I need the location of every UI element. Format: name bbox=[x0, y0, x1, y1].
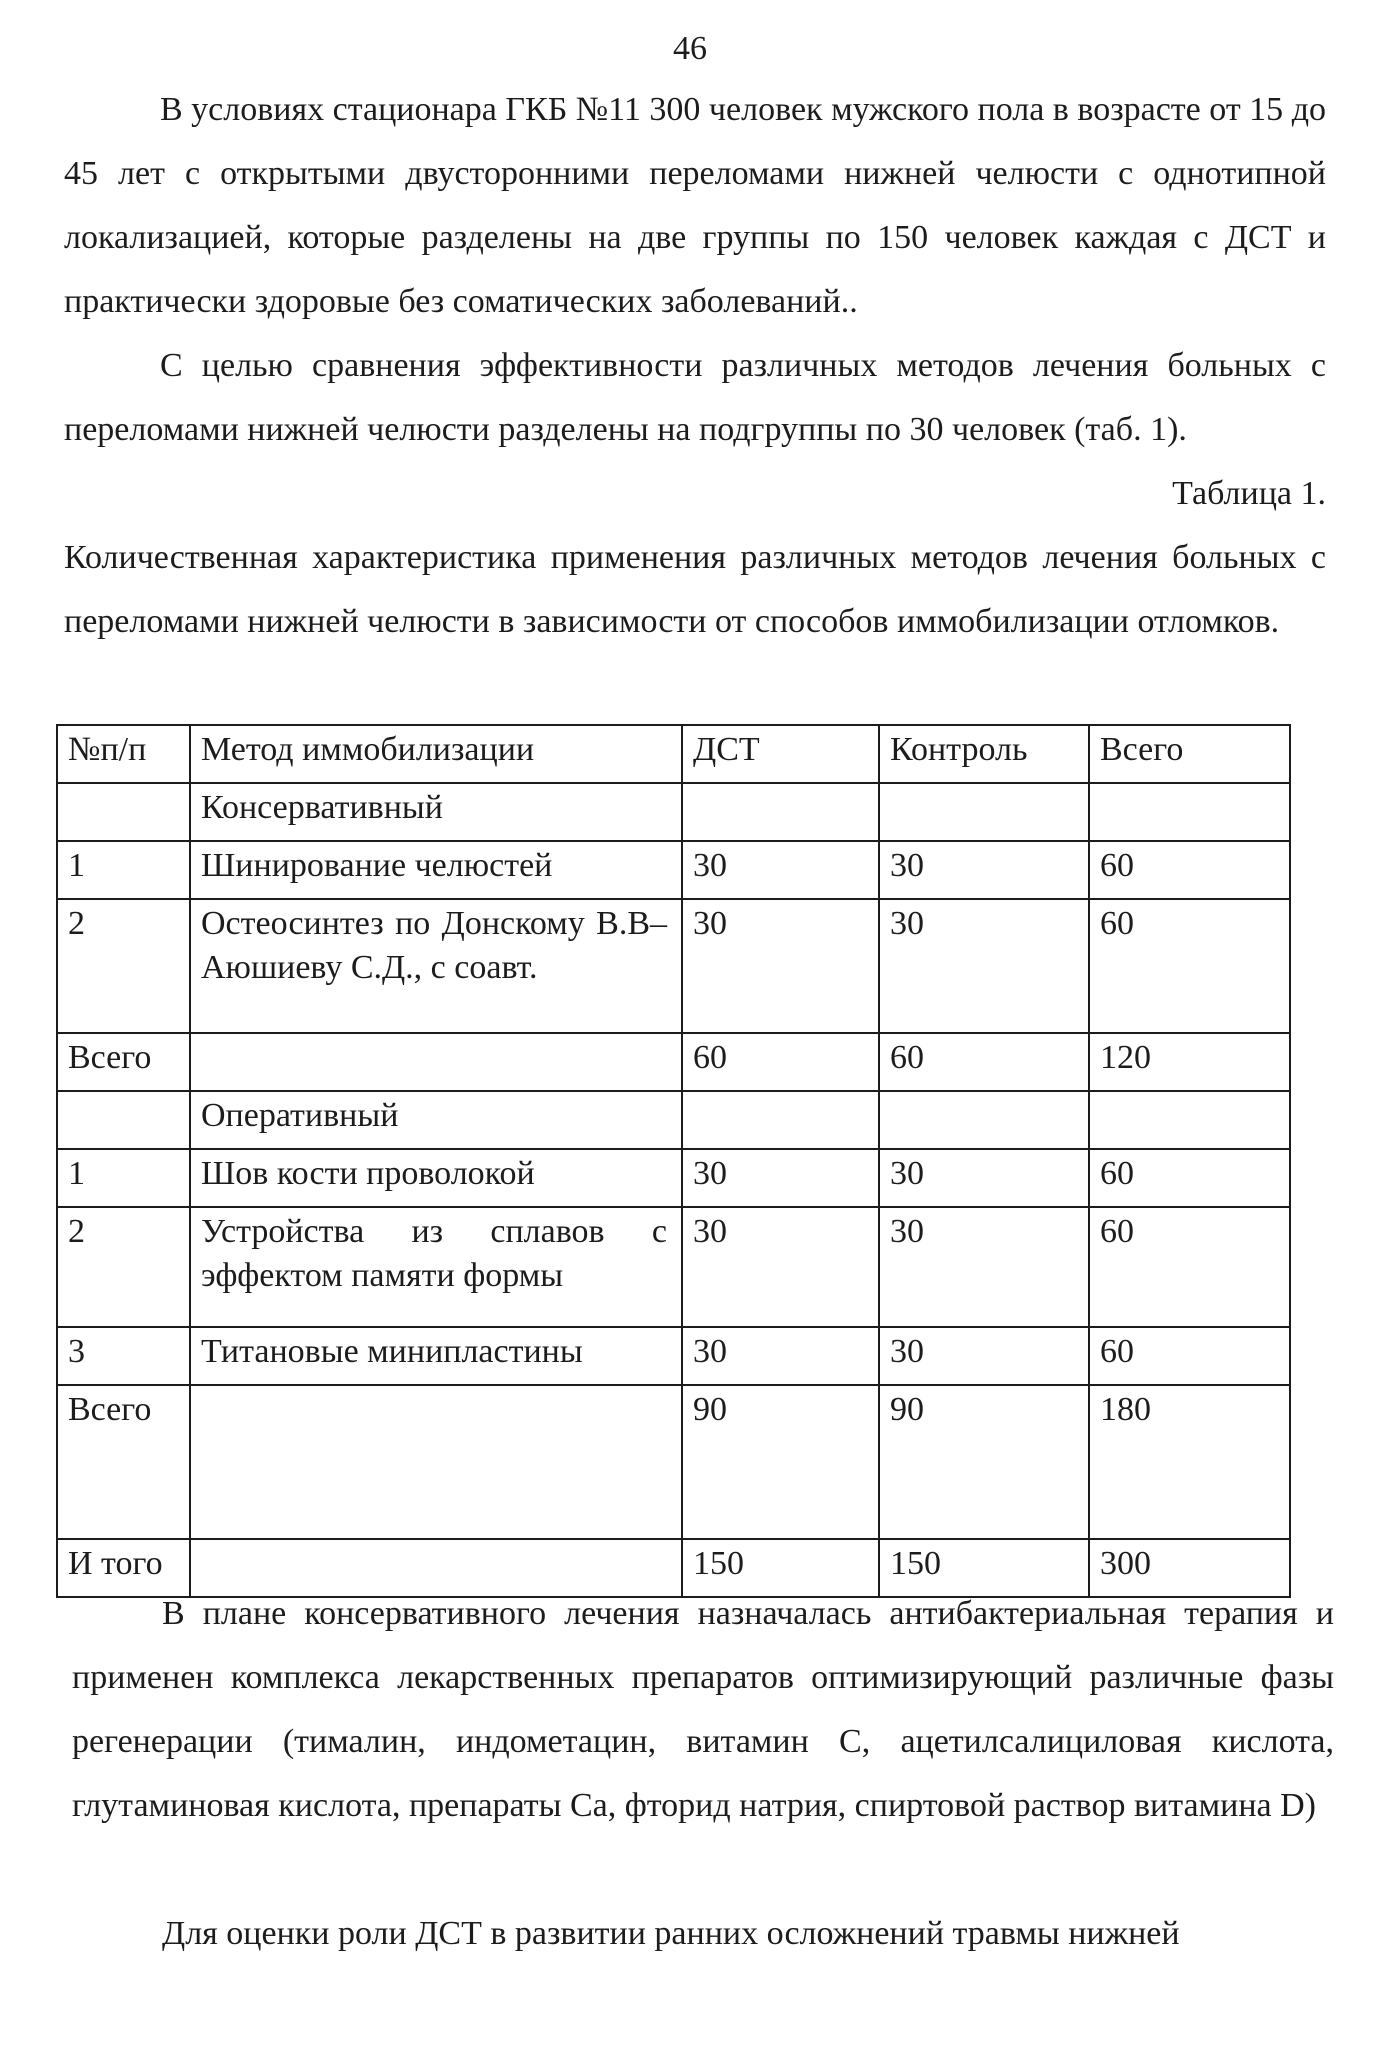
cell-total: 300 bbox=[1089, 1539, 1290, 1597]
cell-method bbox=[190, 1033, 682, 1091]
header-method: Метод иммобилизации bbox=[190, 725, 682, 783]
cell-method: Консервативный bbox=[190, 783, 682, 841]
cell-dst: 30 bbox=[682, 1149, 879, 1207]
cell-total bbox=[1089, 783, 1290, 841]
cell-total: 60 bbox=[1089, 899, 1290, 1033]
page-number: 46 bbox=[673, 30, 707, 67]
paragraph-dst-role: Для оценки роли ДСТ в развитии ранних осложнений травмы нижней bbox=[162, 1915, 1180, 1952]
table-row bbox=[57, 783, 1290, 841]
cell-num: 2 bbox=[57, 899, 190, 1033]
cell-dst: 30 bbox=[682, 899, 879, 1033]
cell-control: 30 bbox=[879, 1149, 1089, 1207]
cell-num: 3 bbox=[57, 1327, 190, 1385]
cell-num: 2 bbox=[57, 1207, 190, 1327]
cell-dst: 30 bbox=[682, 1207, 879, 1327]
cell-control bbox=[879, 783, 1089, 841]
table-row bbox=[57, 1327, 1290, 1385]
paragraph-study-groups: В условиях стационара ГКБ №11 300 человек мужского пола в возрасте от 15 до 45 лет с открытыми двусторонними переломами нижней челюсти с однотипной локализацией, которые разделены на две группы по 150 человек каждая с ДСТ и практически здоровые без соматических заболеваний.. bbox=[64, 91, 1326, 320]
cell-dst: 60 bbox=[682, 1033, 879, 1091]
cell-num bbox=[57, 1091, 190, 1149]
table-row bbox=[57, 841, 1290, 899]
header-total: Всего bbox=[1089, 725, 1290, 783]
cell-total: 60 bbox=[1089, 1207, 1290, 1327]
cell-control: 60 bbox=[879, 1033, 1089, 1091]
cell-num: Всего bbox=[57, 1385, 190, 1539]
cell-method: Остеосинтез по Донскому В.В–Аюшиеву С.Д., с соавт. bbox=[190, 899, 682, 1033]
table-row bbox=[57, 1149, 1290, 1207]
cell-dst: 30 bbox=[682, 1327, 879, 1385]
cell-control: 90 bbox=[879, 1385, 1089, 1539]
cell-method: Титановые минипластины bbox=[190, 1327, 682, 1385]
cell-total: 60 bbox=[1089, 841, 1290, 899]
cell-control: 30 bbox=[879, 1207, 1089, 1327]
cell-total: 120 bbox=[1089, 1033, 1290, 1091]
table-row-subtotal bbox=[57, 1385, 1290, 1539]
cell-total bbox=[1089, 1091, 1290, 1149]
table-row bbox=[57, 1091, 1290, 1149]
cell-method: Шов кости проволокой bbox=[190, 1149, 682, 1207]
cell-num: 1 bbox=[57, 841, 190, 899]
paragraph-conservative-treatment: В плане консервативного лечения назначалась антибактериальная терапия и применен комплекса лекарственных препаратов оптимизирующий различные фазы регенерации (тималин, индометацин, витамин С, ацетилсалициловая кислота, глутаминовая кислота, препараты Са, фторид натрия, спиртовой раствор витамина D) bbox=[72, 1595, 1334, 1824]
cell-dst: 90 bbox=[682, 1385, 879, 1539]
immobilization-methods-table bbox=[56, 724, 1291, 1598]
header-control: Контроль bbox=[879, 725, 1089, 783]
cell-method: Устройства из сплавов с эффектом памяти формы bbox=[190, 1207, 682, 1327]
table-caption: Количественная характеристика применения различных методов лечения больных с переломами нижней челюсти в зависимости от способов иммобилизации отломков. bbox=[64, 539, 1326, 640]
cell-total: 180 bbox=[1089, 1385, 1290, 1539]
cell-dst bbox=[682, 783, 879, 841]
cell-total: 60 bbox=[1089, 1327, 1290, 1385]
cell-total: 60 bbox=[1089, 1149, 1290, 1207]
table-label: Таблица 1. bbox=[1172, 475, 1326, 512]
table-row bbox=[57, 1207, 1290, 1327]
cell-dst: 30 bbox=[682, 841, 879, 899]
table-row bbox=[57, 899, 1290, 1033]
cell-control: 150 bbox=[879, 1539, 1089, 1597]
cell-num bbox=[57, 783, 190, 841]
cell-num: Всего bbox=[57, 1033, 190, 1091]
table-row-subtotal bbox=[57, 1033, 1290, 1091]
cell-control bbox=[879, 1091, 1089, 1149]
cell-control: 30 bbox=[879, 1327, 1089, 1385]
cell-dst bbox=[682, 1091, 879, 1149]
cell-num: И того bbox=[57, 1539, 190, 1597]
header-num: №п/п bbox=[57, 725, 190, 783]
cell-control: 30 bbox=[879, 899, 1089, 1033]
paragraph-subgroups: С целью сравнения эффективности различных методов лечения больных с переломами нижней челюсти разделены на подгруппы по 30 человек (таб. 1). bbox=[64, 347, 1326, 448]
header-dst: ДСТ bbox=[682, 725, 879, 783]
cell-method: Оперативный bbox=[190, 1091, 682, 1149]
cell-method: Шинирование челюстей bbox=[190, 841, 682, 899]
cell-dst: 150 bbox=[682, 1539, 879, 1597]
cell-num: 1 bbox=[57, 1149, 190, 1207]
cell-method bbox=[190, 1385, 682, 1539]
table-header-row bbox=[57, 725, 1290, 783]
cell-control: 30 bbox=[879, 841, 1089, 899]
